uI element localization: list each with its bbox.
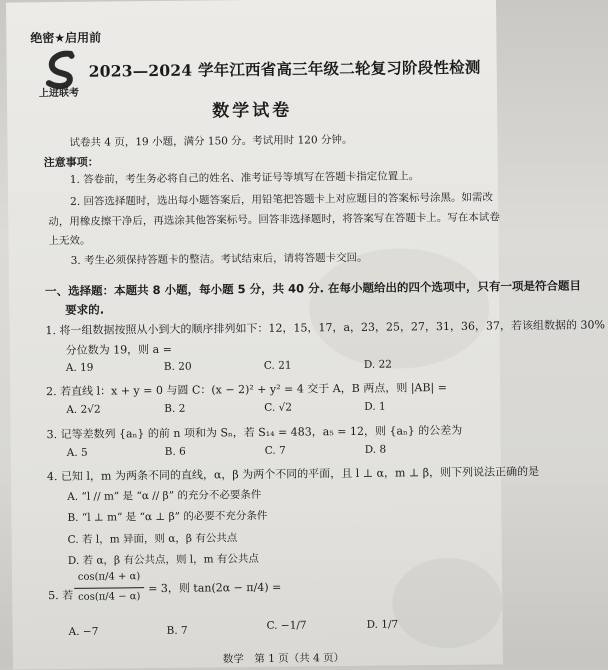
question-5-denominator: cos(π/4 − α) [78,591,141,603]
page-footer: 数学 第 1 页（共 4 页） [222,652,345,666]
question-5-option-c: C. −1/7 [266,619,307,632]
notice-item-1: 1. 答卷前，考生务必将自己的姓名、准考证号等填写在答题卡指定位置上。 [69,170,420,186]
question-5-option-a: A. −7 [68,625,99,638]
question-2-option-c: C. √2 [264,401,293,414]
question-4-stem: 4. 已知 l，m 为两条不同的直线，α，β 为两个不同的平面，且 l ⊥ α，m ⊥ β，则下列说法正确的是 [46,465,540,484]
question-3-option-c: C. 7 [264,444,286,457]
subject-title: 数学试卷 [212,100,293,122]
question-4-option-d: D. 若 α，β 有公共点，则 l，m 有公共点 [67,552,259,567]
question-3-stem: 3. 记等差数列 {aₙ} 的前 n 项和为 Sₙ，若 S₁₄ = 483，a₅ = 12，则 {aₙ} 的公差为 [46,423,463,442]
question-5-option-b: B. 7 [166,624,188,637]
question-1-option-d: D. 22 [363,358,392,371]
question-5-prefix: 5. 若 [48,588,74,603]
question-1-option-a: A. 19 [65,361,94,374]
question-1-option-c: C. 21 [263,359,292,372]
question-3-option-d: D. 8 [364,443,387,456]
exam-info: 试卷共 4 页，19 小题，满分 150 分。考试用时 120 分钟。 [69,133,353,149]
section-heading-cont: 要求的. [65,302,105,317]
confidential-label: 绝密★启用前 [30,30,102,46]
notice-item-2: 2. 回答选择题时，选出每小题答案后，用铅笔把答题卡上对应题目的答案标号涂黑。如需改 [70,191,494,208]
question-2-stem: 2. 若直线 l：x + y = 0 与圆 C：(x − 2)² + y² = 4 交于 A，B 两点，则 |AB| = [46,380,448,399]
question-5-numerator: cos(π/4 + α) [77,571,141,583]
notice-item-3: 3. 考生必须保持答题卡的整洁。考试结束后，请将答题卡交回。 [70,251,368,267]
question-4-option-c: C. 若 l，m 异面，则 α，β 有公共点 [67,532,238,546]
question-1-option-b: B. 20 [163,360,192,373]
exam-page [6,0,605,670]
fraction-bar [74,587,144,589]
question-4-option-a: A. “l // m” 是 “α // β” 的充分不必要条件 [67,488,262,503]
question-2-option-b: B. 2 [164,402,186,415]
question-2-option-a: A. 2√2 [66,403,101,416]
paper-shadow [392,557,503,648]
question-3-option-a: A. 5 [66,446,88,459]
paper-shadow [309,248,490,370]
question-5-option-d: D. 1/7 [366,618,399,631]
question-1-stem: 1. 将一组数据按照从小到大的顺序排列如下：12，15，17，a，23，25，27，31，36，37，若该组数据的 30% [45,318,605,338]
notice-item-2-cont: 动，用橡皮擦干净后，再选涂其他答案标号。回答非选择题时，将答案写在答题卡上。写在本试卷 [48,211,500,229]
exam-title: 2023—2024 学年江西省高三年级二轮复习阶段性检测 [88,57,481,81]
publisher-logo-text: 上进联考 [38,87,80,100]
question-3-option-b: B. 6 [164,445,186,458]
section-heading: 一、选择题：本题共 8 小题，每小题 5 分，共 40 分. 在每小题给出的四个选项中，只有一项是符合题目 [44,278,581,299]
question-4-option-b: B. “l ⊥ m” 是 “α ⊥ β” 的必要不充分条件 [67,509,268,524]
question-1-stem-cont: 分位数为 19，则 a = [65,342,172,357]
notice-heading: 注意事项： [43,155,99,170]
question-2-option-d: D. 1 [364,400,386,413]
question-5-suffix: = 3，则 tan(2α − π/4) = [148,580,282,596]
notice-item-2-end: 上无效。 [48,234,91,248]
